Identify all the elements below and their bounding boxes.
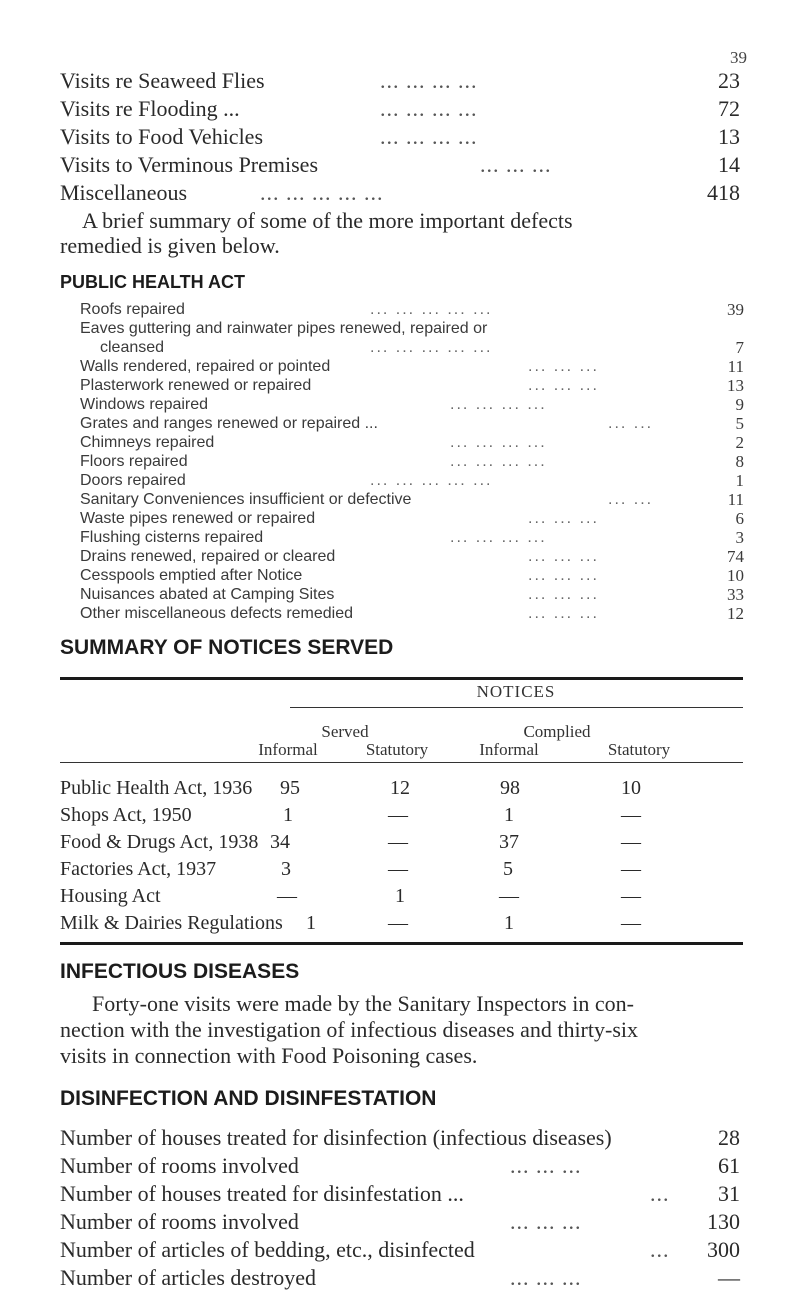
item-value: 300 xyxy=(707,1237,740,1262)
item-label: Number of rooms involved xyxy=(60,1153,299,1178)
item-label: Visits re Seaweed Flies xyxy=(60,68,265,93)
leader-dots: ... ... ... xyxy=(528,358,599,375)
item-label: Chimneys repaired xyxy=(80,434,215,451)
leader-dots: ... ... ... ... xyxy=(450,434,547,451)
list-item xyxy=(80,320,744,338)
item-label: Number of houses treated for disinfection (infectious diseases) xyxy=(60,1125,612,1150)
list-item xyxy=(60,1153,740,1179)
item-label: Number of articles of bedding, etc., disinfected xyxy=(60,1237,475,1262)
section-heading-notices: SUMMARY OF NOTICES SERVED xyxy=(60,636,394,659)
item-value: 74 xyxy=(727,547,744,566)
table-cell: — xyxy=(621,804,641,826)
list-item xyxy=(80,472,744,490)
list-item xyxy=(60,152,740,178)
item-label: Walls rendered, repaired or pointed xyxy=(80,358,331,375)
item-value: 23 xyxy=(718,68,740,93)
notices-group-header: NOTICES xyxy=(476,682,556,701)
leader-dots: ... ... ... ... ... xyxy=(370,472,493,489)
item-value: 72 xyxy=(718,96,740,121)
table-row-act: Shops Act, 1950 xyxy=(60,804,192,826)
item-value: 33 xyxy=(727,585,744,604)
section-heading-public-health: PUBLIC HEALTH ACT xyxy=(60,272,245,292)
leader-dots: ... ... ... ... xyxy=(450,396,547,413)
table-cell: 5 xyxy=(503,858,513,880)
list-item xyxy=(80,358,744,376)
item-label: Grates and ranges renewed or repaired ... xyxy=(80,415,378,432)
item-value: 11 xyxy=(727,490,744,509)
table-cell: 37 xyxy=(499,831,519,853)
item-value: 9 xyxy=(735,395,744,414)
table-cell: — xyxy=(388,804,408,826)
list-item xyxy=(80,415,744,433)
item-label: Eaves guttering and rainwater pipes renewed, repaired or xyxy=(80,320,488,337)
item-value: 14 xyxy=(718,152,740,177)
item-label: Floors repaired xyxy=(80,453,188,470)
item-label: Windows repaired xyxy=(80,396,209,413)
list-item xyxy=(80,605,744,623)
item-value: 13 xyxy=(727,376,744,395)
leader-dots: ... ... ... ... xyxy=(380,124,478,149)
item-label: Flushing cisterns repaired xyxy=(80,529,264,546)
item-label: Number of rooms involved xyxy=(60,1209,299,1234)
item-label: cleansed xyxy=(100,339,165,356)
leader-dots: ... ... ... ... ... xyxy=(260,180,384,205)
table-cell: — xyxy=(388,912,408,934)
table-row-act: Milk & Dairies Regulations xyxy=(60,912,283,934)
list-item xyxy=(80,434,744,452)
list-item xyxy=(80,510,744,528)
item-value: 8 xyxy=(735,452,744,471)
leader-dots: ... ... ... xyxy=(528,510,599,527)
col-header-served-informal: Informal xyxy=(258,740,318,759)
section-heading-disinfection: DISINFECTION AND DISINFESTATION xyxy=(60,1087,437,1110)
item-value: 418 xyxy=(707,180,740,205)
item-value: 13 xyxy=(718,124,740,149)
list-item xyxy=(60,1237,740,1263)
leader-dots: ... ... ... xyxy=(528,377,599,394)
table-cell: — xyxy=(621,912,641,934)
item-label: Drains renewed, repaired or cleared xyxy=(80,548,336,565)
leader-dots: ... ... xyxy=(608,491,654,508)
item-label: Doors repaired xyxy=(80,472,186,489)
list-item xyxy=(60,1125,740,1151)
item-value: 10 xyxy=(727,566,744,585)
leader-dots: ... ... ... xyxy=(528,605,599,622)
leader-dots: ... ... ... ... xyxy=(450,529,547,546)
table-cell: 95 xyxy=(280,777,300,799)
table-cell: — xyxy=(621,885,641,907)
item-value: 6 xyxy=(735,509,744,528)
leader-dots: ... ... ... ... xyxy=(380,96,478,121)
list-item xyxy=(80,453,744,471)
table-row-act: Housing Act xyxy=(60,885,161,907)
table-cell: — xyxy=(621,858,641,880)
leader-dots: ... ... ... ... ... xyxy=(370,339,493,356)
table-cell: — xyxy=(388,858,408,880)
list-item xyxy=(60,96,740,122)
table-row-act: Food & Drugs Act, 1938 xyxy=(60,831,259,853)
table-cell: 1 xyxy=(504,804,514,826)
table-cell: 10 xyxy=(621,777,641,799)
item-value: 11 xyxy=(727,357,744,376)
table-cell: 1 xyxy=(306,912,316,934)
group-header-rule xyxy=(290,707,743,708)
leader-dots: ... ... ... xyxy=(528,567,599,584)
item-value: 3 xyxy=(735,528,744,547)
item-value: 7 xyxy=(735,338,744,357)
list-item xyxy=(60,124,740,150)
item-value: 5 xyxy=(735,414,744,433)
item-label: Roofs repaired xyxy=(80,301,185,318)
table-row-act: Factories Act, 1937 xyxy=(60,858,217,880)
item-value: 28 xyxy=(718,1125,740,1150)
leader-dots: ... ... ... xyxy=(510,1153,582,1178)
list-item xyxy=(80,396,744,414)
leader-dots: ... xyxy=(650,1237,670,1262)
leader-dots: ... ... ... ... xyxy=(450,453,547,470)
list-item xyxy=(60,1209,740,1235)
table-cell: 3 xyxy=(281,858,291,880)
item-label: Waste pipes renewed or repaired xyxy=(80,510,316,527)
header-bottom-rule xyxy=(60,762,743,763)
table-cell: — xyxy=(499,885,519,907)
summary-paragraph-line2: remedied is given below. xyxy=(60,233,280,258)
item-label: Visits to Food Vehicles xyxy=(60,124,264,149)
infectious-line2: nection with the investigation of infectious diseases and thirty-six xyxy=(60,1017,638,1042)
table-cell: 98 xyxy=(500,777,520,799)
item-label: Visits to Verminous Premises xyxy=(60,152,319,177)
item-label: Plasterwork renewed or repaired xyxy=(80,377,312,394)
table-cell: — xyxy=(388,831,408,853)
leader-dots: ... ... ... xyxy=(480,152,552,177)
list-item xyxy=(60,1265,740,1291)
item-label: Sanitary Conveniences insufficient or defective xyxy=(80,491,412,508)
list-item xyxy=(100,339,744,357)
item-value: 31 xyxy=(718,1181,740,1206)
item-value: 1 xyxy=(735,471,744,490)
list-item xyxy=(80,377,744,395)
item-label: Nuisances abated at Camping Sites xyxy=(80,586,335,603)
item-value: — xyxy=(718,1265,740,1290)
leader-dots: ... ... xyxy=(608,415,654,432)
infectious-line1: Forty-one visits were made by the Sanitary Inspectors in con- xyxy=(92,991,634,1016)
infectious-line3: visits in connection with Food Poisoning cases. xyxy=(60,1043,478,1068)
table-row-act: Public Health Act, 1936 xyxy=(60,777,253,799)
leader-dots: ... ... ... ... ... xyxy=(370,301,493,318)
table-cell: 1 xyxy=(504,912,514,934)
col-header-complied-informal: Informal xyxy=(479,740,539,759)
leader-dots: ... ... ... ... xyxy=(380,68,478,93)
table-top-rule xyxy=(60,677,743,680)
complied-header: Complied xyxy=(523,722,591,741)
table-cell: — xyxy=(277,885,297,907)
item-value: 61 xyxy=(718,1153,740,1178)
table-cell: 1 xyxy=(283,804,293,826)
item-label: Visits re Flooding ... xyxy=(60,96,240,121)
list-item xyxy=(80,529,744,547)
table-cell: 1 xyxy=(395,885,405,907)
item-label: Number of houses treated for disinfestation ... xyxy=(60,1181,464,1206)
item-value: 39 xyxy=(727,300,744,319)
item-label: Miscellaneous xyxy=(60,180,188,205)
table-bottom-rule xyxy=(60,942,743,945)
leader-dots: ... ... ... xyxy=(528,586,599,603)
item-label: Cesspools emptied after Notice xyxy=(80,567,303,584)
leader-dots: ... ... ... xyxy=(510,1209,582,1234)
item-value: 12 xyxy=(727,604,744,623)
summary-paragraph-line1: A brief summary of some of the more important defects xyxy=(82,208,573,233)
table-cell: 34 xyxy=(270,831,290,853)
item-label: Other miscellaneous defects remedied xyxy=(80,605,354,622)
page-number: 39 xyxy=(730,48,747,67)
list-item xyxy=(80,567,744,585)
table-cell: 12 xyxy=(390,777,410,799)
leader-dots: ... xyxy=(650,1181,670,1206)
col-header-served-statutory: Statutory xyxy=(365,740,429,759)
col-header-complied-statutory: Statutory xyxy=(607,740,671,759)
table-cell: — xyxy=(621,831,641,853)
served-header: Served xyxy=(321,722,369,741)
list-item xyxy=(80,586,744,604)
list-item xyxy=(60,68,740,94)
list-item xyxy=(60,1181,740,1207)
section-heading-infectious: INFECTIOUS DISEASES xyxy=(60,960,300,983)
list-item xyxy=(80,301,744,319)
item-label: Number of articles destroyed xyxy=(60,1265,316,1290)
item-value: 130 xyxy=(707,1209,740,1234)
list-item xyxy=(80,491,744,509)
leader-dots: ... ... ... xyxy=(510,1265,582,1290)
list-item xyxy=(80,548,744,566)
item-value: 2 xyxy=(735,433,744,452)
list-item xyxy=(60,180,740,206)
leader-dots: ... ... ... xyxy=(528,548,599,565)
